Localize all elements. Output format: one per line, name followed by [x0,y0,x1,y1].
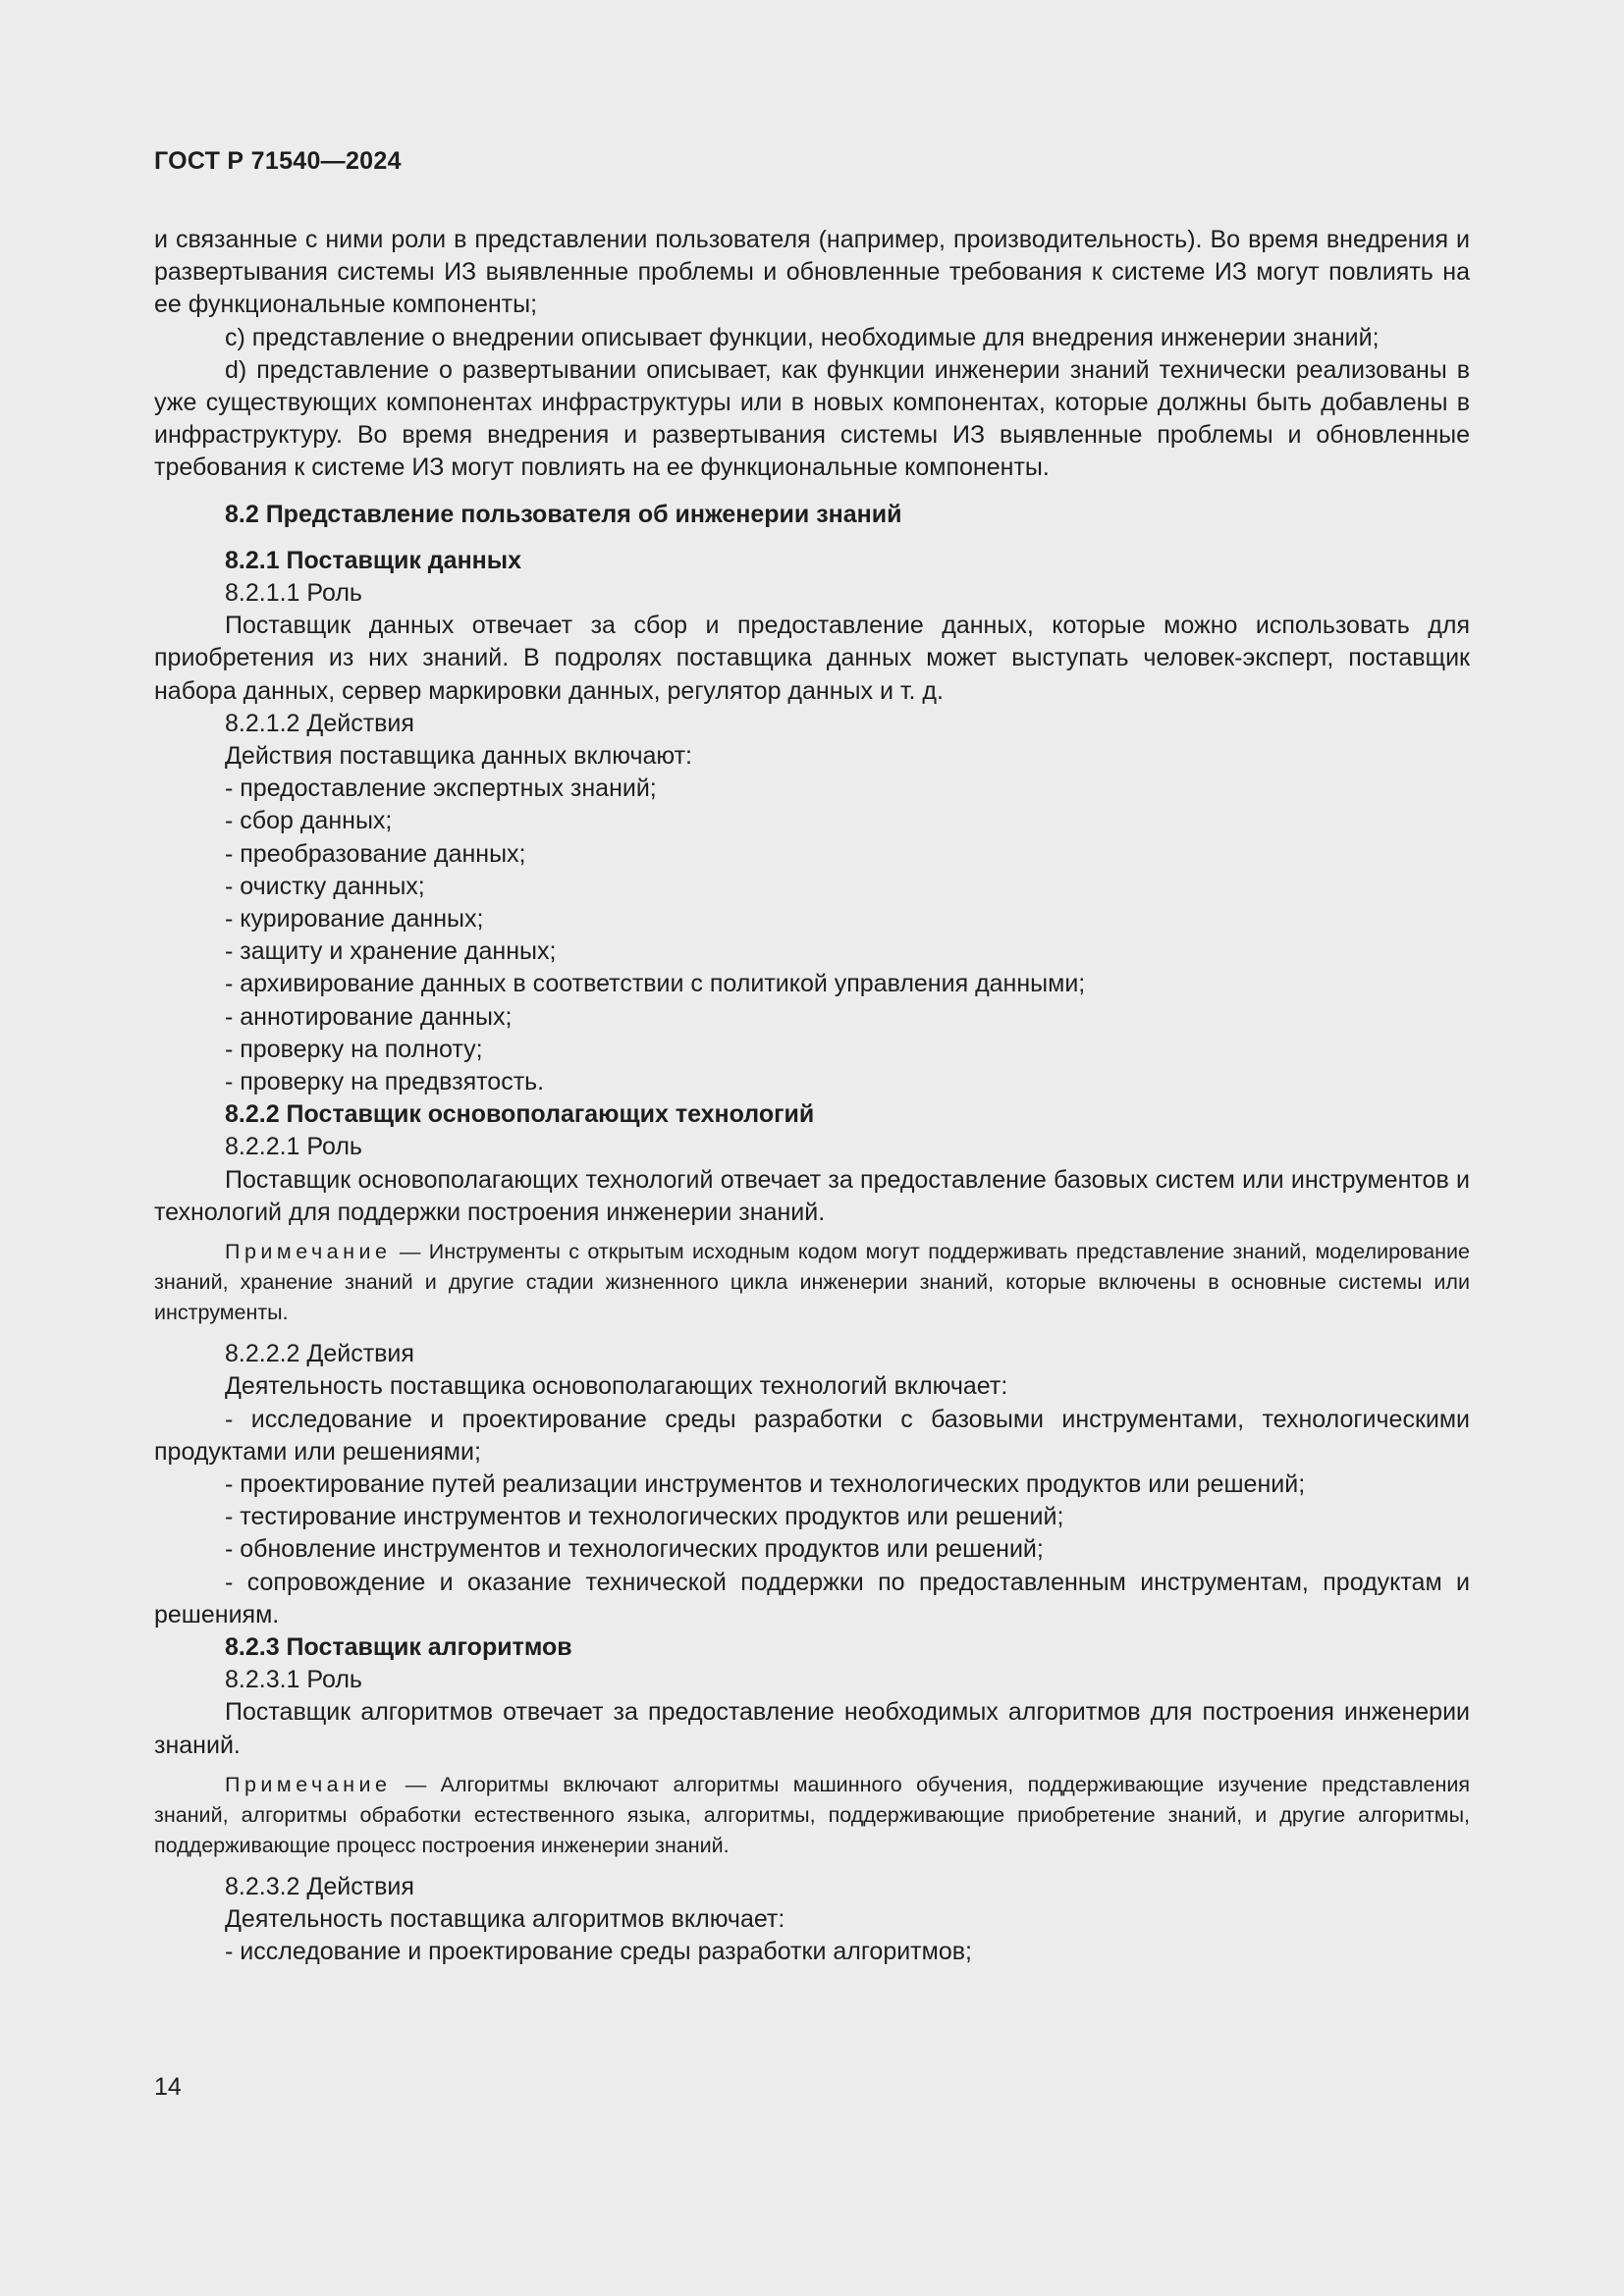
section-8-2-1-2-intro: Действия поставщика данных включают: [225,742,692,771]
list-item: - тестирование инструментов и технологических продуктов или решений; [225,1503,1064,1531]
note-text: — Алгоритмы включают алгоритмы машинного обучения, поддерживающие изучение представления знаний, алгоритмы обработки естественного языка, алгоритмы, поддерживающие приобретение знаний, и другие алгоритмы, поддерживающие процесс построения инженерии знаний. [154,1772,1470,1857]
section-8-2-1-1-heading: 8.2.1.1 Роль [225,579,362,608]
section-8-2-3-1-heading: 8.2.3.1 Роль [225,1666,362,1694]
intro-paragraph-c: c) представление о внедрении описывает функции, необходимые для внедрения инженерии знаний; [225,323,1380,351]
note-8-2-2 [154,1237,1470,1328]
section-8-2-1-1-text: Поставщик данных отвечает за сбор и предоставление данных, которые можно использовать для приобретения из них знаний. В подролях поставщика данных может выступать человек-эксперт, поставщик набора данных, сервер маркировки данных, регулятор данных и т. д. [154,612,1470,705]
list-item: - преобразование данных; [225,839,526,868]
section-8-2-2-heading: 8.2.2 Поставщик основополагающих технологий [225,1100,815,1129]
page-number: 14 [154,2073,182,2101]
note-label: Примечание [225,1240,392,1264]
list-item: - предоставление экспертных знаний; [225,774,657,803]
note-8-2-3 [154,1770,1470,1861]
note-label: Примечание [225,1772,392,1796]
list-item: - обновление инструментов и технологических продуктов или решений; [225,1535,1044,1564]
list-item: - сопровождение и оказание технической поддержки по предоставленным инструментам, продуктам и решениям. [154,1568,1470,1629]
list-item: - исследование и проектирование среды разработки алгоритмов; [225,1938,972,1966]
document-body [154,224,1470,1968]
section-8-2-2-1-heading: 8.2.2.1 Роль [225,1133,362,1161]
list-item: - аннотирование данных; [225,1002,513,1031]
list-item: - проверку на предвзятость. [225,1068,545,1096]
intro-paragraph-1: и связанные с ними роли в представлении пользователя (например, производительность). Во время внедрения и развертывания системы ИЗ выявленные проблемы и обновленные требования к системе ИЗ могут повлиять на ее функциональные компоненты; [154,226,1470,319]
section-8-2-heading: 8.2 Представление пользователя об инженерии знаний [225,500,902,528]
algorithm-provider-actions-list [154,1936,1470,1968]
note-text: — Инструменты с открытым исходным кодом могут поддерживать представление знаний, моделирование знаний, хранение знаний и другие стадии жизненного цикла инженерии знаний, которые включены в основные системы или инструменты. [154,1240,1470,1325]
technology-provider-actions-list [154,1404,1470,1631]
section-8-2-3-heading: 8.2.3 Поставщик алгоритмов [225,1632,572,1661]
section-8-2-3-2-heading: 8.2.3.2 Действия [225,1872,414,1900]
section-8-2-1-heading: 8.2.1 Поставщик данных [225,546,522,574]
standard-title: ГОСТ Р 71540—2024 [154,147,402,175]
list-item: - защиту и хранение данных; [225,937,557,966]
section-8-2-3-1-text: Поставщик алгоритмов отвечает за предоставление необходимых алгоритмов для построения инженерии знаний. [154,1698,1470,1759]
list-item: - сбор данных; [225,807,393,835]
section-8-2-1-2-heading: 8.2.1.2 Действия [225,709,414,737]
list-item: - архивирование данных в соответствии с политикой управления данными; [225,970,1086,998]
list-item: - очистку данных; [225,872,425,900]
data-provider-actions-list [154,773,1470,1098]
section-8-2-3-2-intro: Деятельность поставщика алгоритмов включает: [225,1904,785,1933]
section-8-2-2-2-heading: 8.2.2.2 Действия [225,1340,414,1368]
section-8-2-2-1-text: Поставщик основополагающих технологий отвечает за предоставление базовых систем или инструментов и технологий для поддержки построения инженерии знаний. [154,1165,1470,1226]
list-item: - проектирование путей реализации инструментов и технологических продуктов или решений; [225,1469,1306,1498]
intro-paragraph-d: d) представление о развертывании описывает, как функции инженерии знаний технически реализованы в уже существующих компонентах инфраструктуры или в новых компонентах, которые должны быть добавлены в инфраструктуру. Во время внедрения и развертывания системы ИЗ выявленные проблемы и обновленные требования к системе ИЗ могут повлиять на ее функциональные компоненты. [154,355,1470,482]
list-item: - исследование и проектирование среды разработки с базовыми инструментами, технологическими продуктами или решениями; [154,1405,1470,1466]
section-8-2-2-2-intro: Деятельность поставщика основополагающих технологий включает: [225,1372,1008,1401]
list-item: - проверку на полноту; [225,1035,483,1063]
list-item: - курирование данных; [225,905,484,934]
